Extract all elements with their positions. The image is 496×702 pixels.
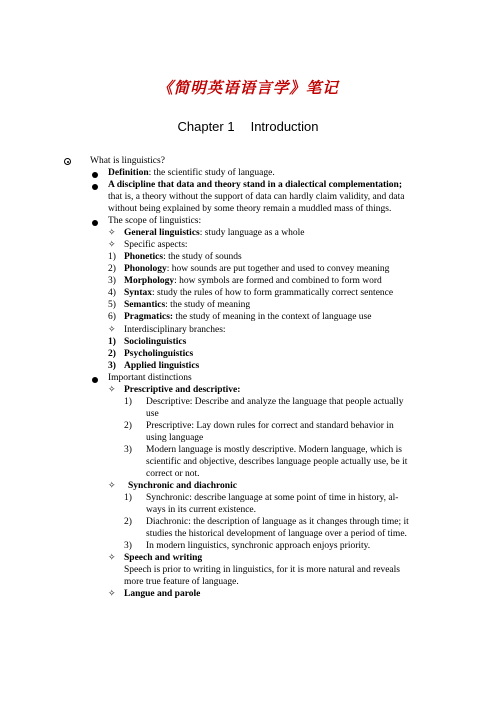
list-item: 2) Psycholinguistics	[108, 349, 194, 359]
chapter-name: Introduction	[250, 119, 319, 134]
list-item: 6) Pragmatics: the study of meaning in the context of language use	[108, 312, 372, 322]
star-bullet-icon: ✧	[108, 481, 116, 491]
list-item-cont: use	[146, 409, 159, 419]
specific-heading: Specific aspects:	[124, 240, 188, 250]
star-bullet-icon: ✧	[108, 240, 116, 250]
list-item: Descriptive: Describe and analyze the language that people actually	[146, 397, 404, 407]
definition-term: Definition	[108, 168, 149, 178]
list-item-num: 3)	[124, 541, 132, 551]
target-bullet-icon	[64, 157, 71, 169]
list-item: 5) Semantics: the study of meaning	[108, 300, 251, 310]
section-heading: What is linguistics?	[90, 156, 165, 166]
list-item: In modern linguistics, synchronic approach enjoys priority.	[146, 541, 371, 551]
list-item: 3) Morphology: how symbols are formed and combined to form word	[108, 276, 382, 286]
list-item: Prescriptive: Lay down rules for correct and standard behavior in	[146, 421, 394, 431]
definition-text: : the scientific study of language.	[148, 168, 275, 178]
star-bullet-icon: ✧	[108, 553, 116, 563]
distinctions-heading: Important distinctions	[108, 373, 192, 383]
list-item-num: 2)	[124, 421, 132, 431]
bullet-dot-icon	[92, 170, 98, 182]
interdisciplinary-heading: Interdisciplinary branches:	[124, 325, 226, 335]
synchronic-heading: Synchronic and diachronic	[128, 481, 237, 491]
general-linguistics-line: General linguistics: study language as a whole	[124, 228, 305, 238]
star-bullet-icon: ✧	[108, 589, 116, 599]
list-item: Modern language is mostly descriptive. Modern language, which is	[146, 445, 402, 455]
list-item-cont: scientific and objective, describes language people actually use, be it	[146, 457, 408, 467]
star-bullet-icon: ✧	[108, 228, 116, 238]
list-item-num: 2)	[124, 517, 132, 527]
dialectic-line-1: A discipline that data and theory stand in a dialectical complementation;	[108, 180, 402, 190]
list-item: 1) Sociolinguistics	[108, 337, 187, 347]
dialectic-line-2: that is, a theory without the support of data can hardly claim validity, and data	[108, 192, 405, 202]
list-item: Diachronic: the description of language as it changes through time; it	[146, 517, 409, 527]
chapter-heading	[0, 119, 496, 134]
list-item-cont: correct or not.	[146, 469, 200, 479]
dialectic-line-3: without being explained by some theory remain a muddled mass of things.	[108, 204, 392, 214]
list-item-cont: ways in its current existence.	[146, 505, 257, 515]
list-item: 1) Phonetics: the study of sounds	[108, 252, 242, 262]
star-bullet-icon: ✧	[108, 325, 116, 335]
bullet-dot-icon	[92, 218, 98, 230]
scope-heading: The scope of linguistics:	[108, 216, 202, 226]
speech-text-2: more true feature of language.	[124, 577, 239, 587]
chapter-number: Chapter 1	[177, 119, 235, 134]
speech-text-1: Speech is prior to writing in linguistics, for it is more natural and reveals	[124, 565, 400, 575]
list-item: 2) Phonology: how sounds are put together and used to convey meaning	[108, 264, 390, 274]
list-item-num: 1)	[124, 493, 132, 503]
list-item-num: 3)	[124, 445, 132, 455]
list-item: Synchronic: describe language at some point of time in history, al-	[146, 493, 399, 503]
list-item: 4) Syntax: study the rules of how to form grammatically correct sentence	[108, 288, 394, 298]
bullet-dot-icon	[92, 182, 98, 194]
list-item-cont: studies the historical development of language over a period of time.	[146, 529, 407, 539]
langue-heading: Langue and parole	[124, 589, 201, 599]
bullet-dot-icon	[92, 375, 98, 387]
definition-line	[108, 167, 275, 179]
speech-heading: Speech and writing	[124, 553, 203, 563]
page-title: 《简明英语语言学》笔记	[157, 80, 339, 97]
list-item-num: 1)	[124, 397, 132, 407]
list-item: 3) Applied linguistics	[108, 361, 200, 371]
star-bullet-icon: ✧	[108, 385, 116, 395]
list-item-cont: using language	[146, 433, 204, 443]
prescriptive-heading: Prescriptive and descriptive:	[124, 385, 241, 395]
